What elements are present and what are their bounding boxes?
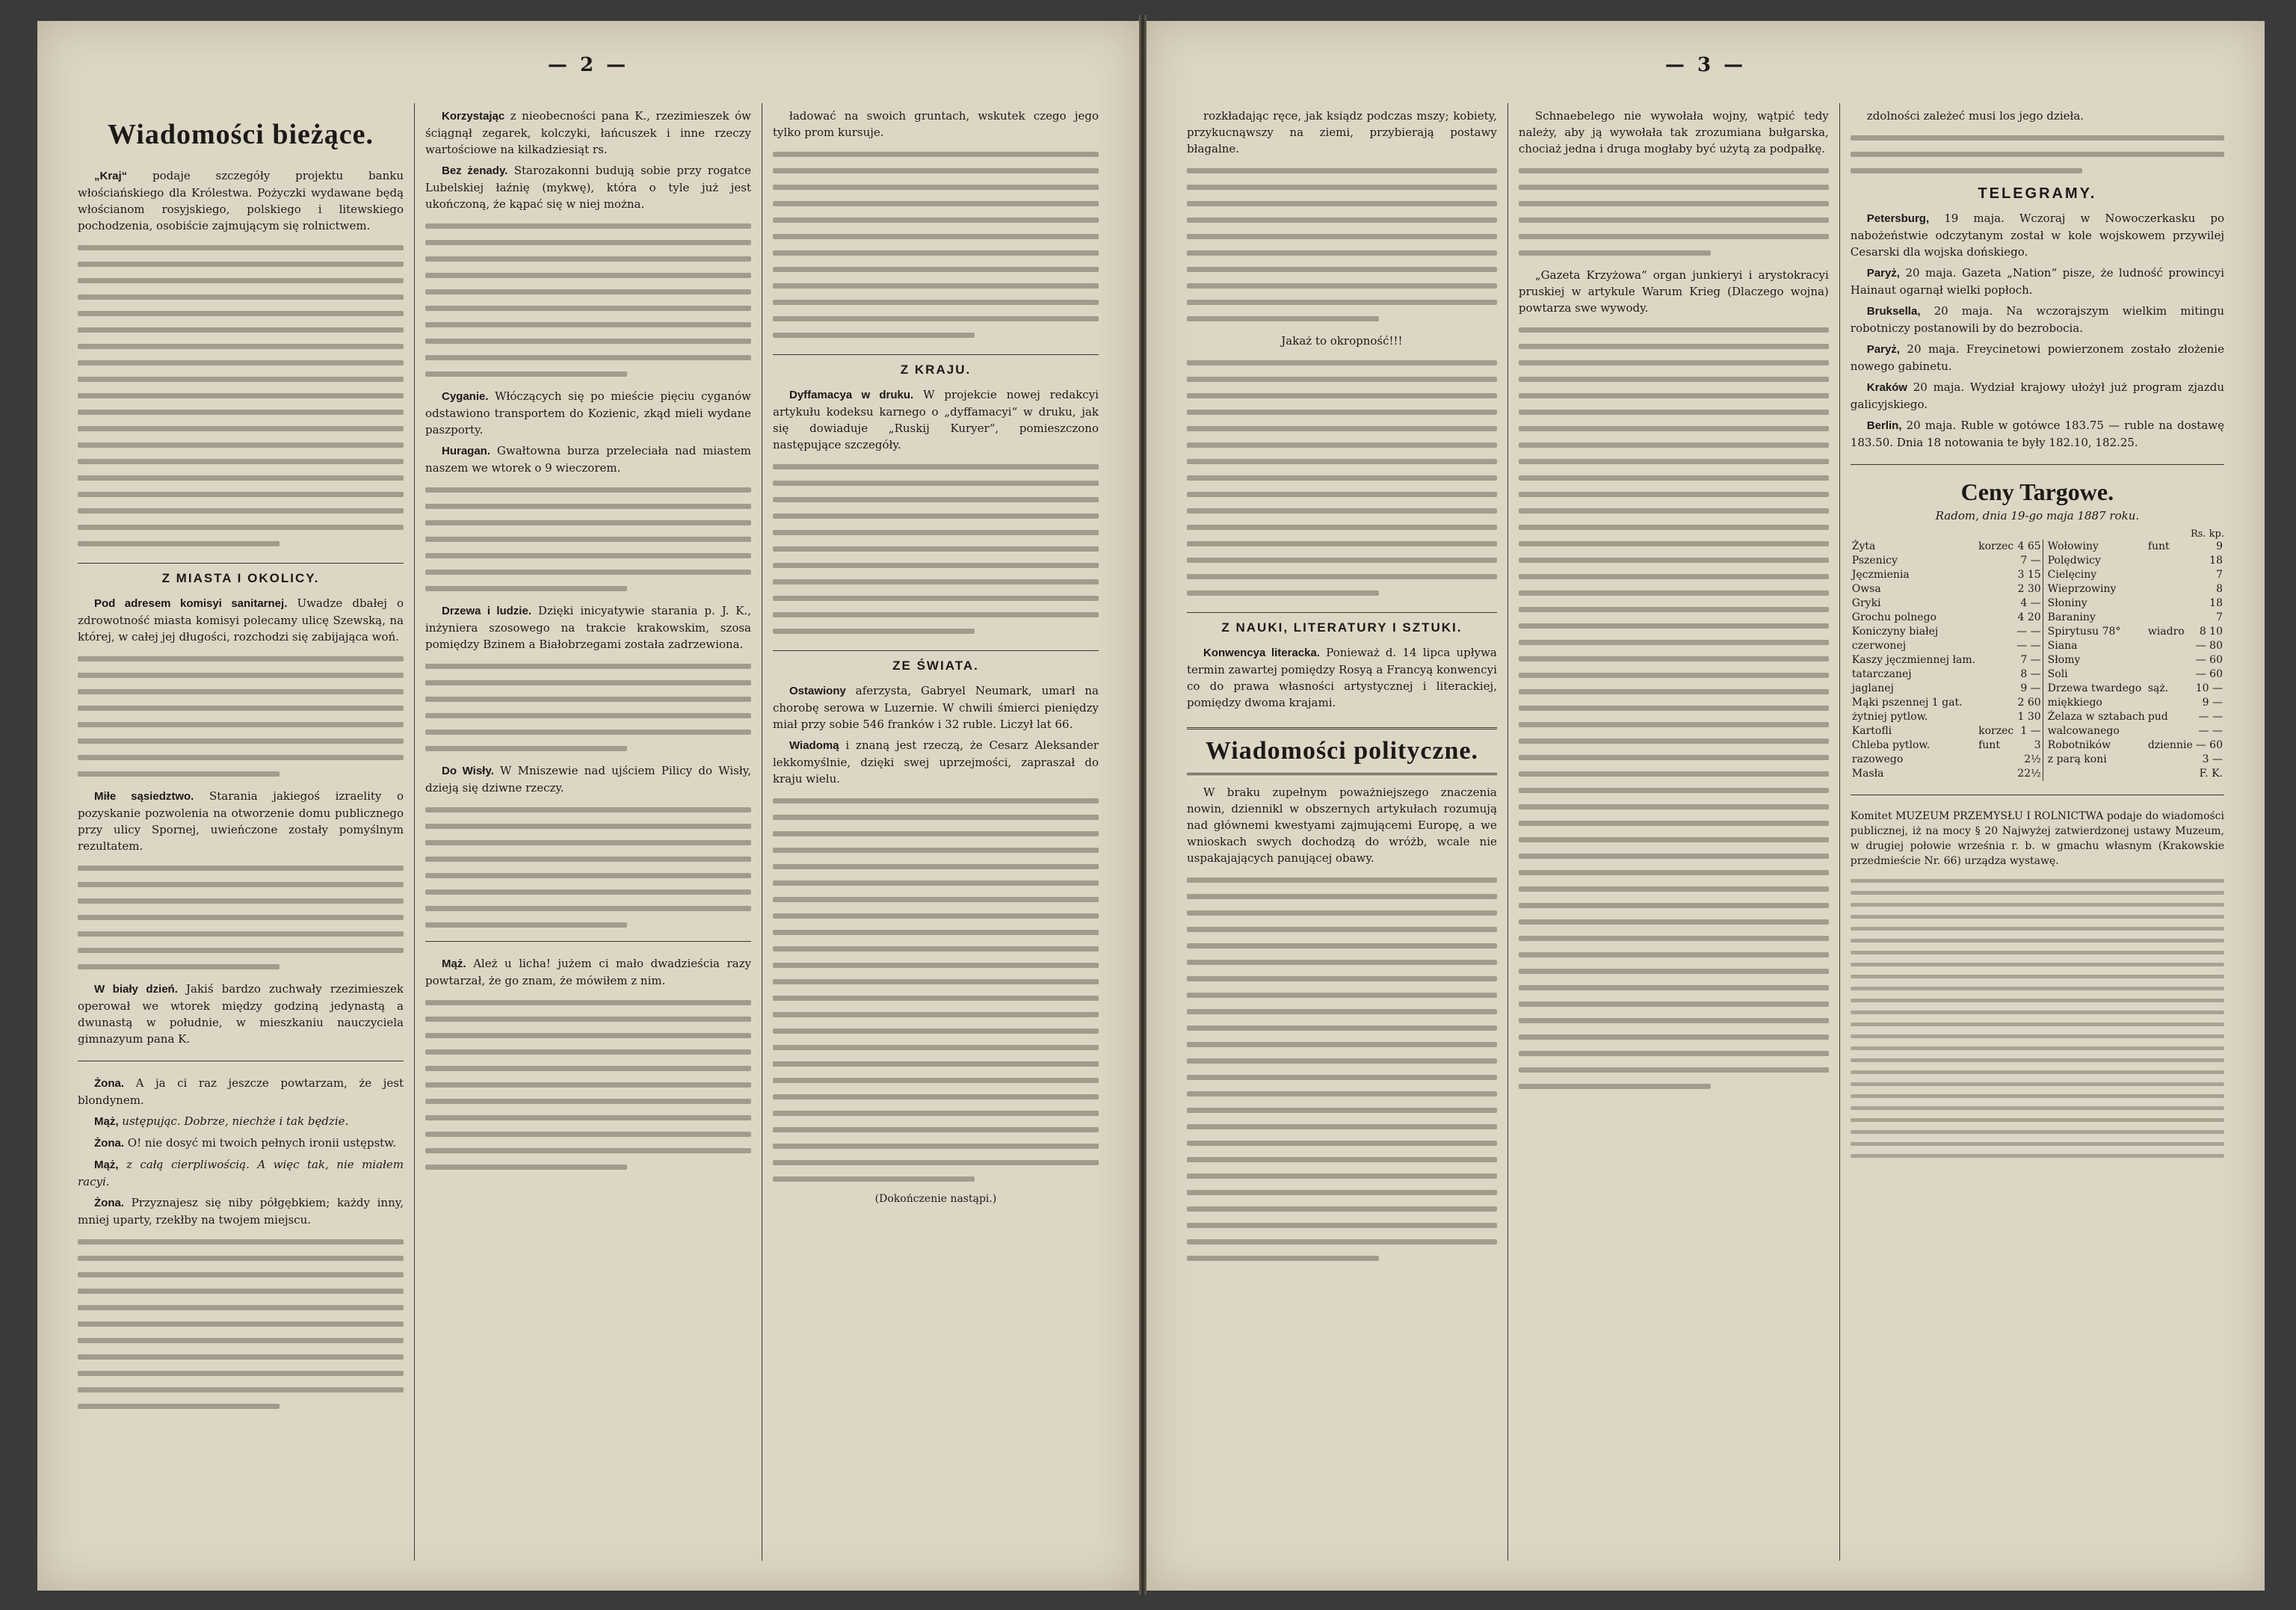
- dialogue-text: A ja ci raz jeszcze powtarzam, że jest blondynem.: [78, 1076, 404, 1107]
- article-text: Jakiś bardzo zuchwały rzezimieszek operował we wtorek między godziną jedynastą a dwunastą w południe, w mieszkaniu nauczyciela gimnazyum pana K.: [78, 982, 404, 1046]
- price-item-name: tatarczanej: [1851, 668, 1912, 680]
- price-unit: [1977, 682, 2015, 696]
- illegible-text-block: [78, 245, 404, 546]
- price-item-name: Mąki pszennej 1 gat.: [1851, 697, 1963, 709]
- price-unit: [2147, 596, 2194, 611]
- telegram-item: [1851, 303, 2224, 336]
- illegible-text-block: [78, 656, 404, 777]
- market-prices-date: Radom, dnia 19-go maja 1887 roku.: [1935, 509, 2140, 522]
- article-paragraph: zdolności zależeć musi los jego dzieła.: [1866, 109, 2084, 123]
- price-unit: [2147, 767, 2194, 781]
- dialogue-text: z całą cierpliwością. A więc tak, nie miałem racyi.: [78, 1158, 404, 1188]
- price-item-name: czerwonej: [1851, 640, 1907, 652]
- price-item-name: żytniej pytlow.: [1851, 711, 1928, 723]
- price-unit: funt: [1978, 739, 2000, 751]
- dialogue-text: O! nie dosyć mi twoich pełnych ironii ustępstw.: [127, 1136, 397, 1150]
- article-text: W projekcie nowej redakcyi artykułu kodeksu karnego o „dyffamacyi“ w druku, jak się dowiaduje „Ruskij Kuryer“, pomieszczono następujące szczegóły.: [773, 388, 1099, 451]
- article-paragraph: rozkładając ręce, jak ksiądz podczas mszy; kobiety, przykucnąwszy na ziemi, przybierają postawy błagalne.: [1187, 109, 1497, 155]
- price-row: [1851, 710, 2224, 724]
- telegram-item: [1851, 341, 2224, 374]
- price-unit: pud: [2147, 711, 2168, 723]
- right-columns: [1176, 103, 2235, 1561]
- telegram-item: [1851, 210, 2224, 260]
- telegrams-heading: TELEGRAMY.: [1978, 185, 2097, 202]
- price-unit: [1977, 639, 2015, 653]
- page-number-left: — 2 —: [547, 54, 629, 76]
- price-item-name: walcowanego: [2043, 724, 2147, 738]
- price-unit: [1977, 696, 2015, 710]
- price-unit: [1977, 710, 2015, 724]
- section-headline-political-news: Wiadomości polityczne.: [1187, 727, 1497, 775]
- section-heading-science: Z NAUKI, LITERATURY I SZTUKI.: [1187, 612, 1497, 635]
- price-unit: [1977, 554, 2015, 568]
- article-paragraph: [78, 595, 404, 645]
- price-item-name: razowego: [1851, 753, 1904, 765]
- price-unit: [1977, 625, 2015, 639]
- page-number-right: — 3 —: [1664, 54, 1747, 76]
- price-item-name: Koniczyny białej: [1851, 626, 1939, 638]
- dialogue-text: Ależ u licha! jużem ci mało dwadzieścia razy powtarzał, że go znam, że mówiłem z nim.: [425, 957, 751, 987]
- price-unit: [1977, 568, 2015, 582]
- telegram-item: [1851, 417, 2224, 451]
- illegible-text-block: [1187, 168, 1497, 321]
- article-lead: Miłe sąsiedztwo.: [94, 790, 194, 803]
- price-unit: [1977, 753, 2015, 767]
- price-value: 22½: [2017, 768, 2041, 780]
- dialogue-speaker: Żona.: [94, 1077, 124, 1090]
- article-lead: Dyffamacya w druku.: [789, 389, 914, 401]
- price-unit: [2147, 582, 2194, 596]
- price-value: — —: [2016, 626, 2041, 638]
- price-row: [1851, 767, 2224, 781]
- article-text: aferzysta, Gabryel Neumark, umarł na chorobę serowa w Luzernie. W chwili śmierci pieniędzy miał przy sobie 546 franków i 32 ruble. Liczył lat 66.: [773, 684, 1099, 731]
- article-text: Gwałtowna burza przeleciała nad miastem naszem we wtorek o 9 wieczorem.: [425, 444, 751, 475]
- article-paragraph: [425, 108, 751, 158]
- price-item-name: Wieprzowiny: [2043, 582, 2147, 596]
- price-value: — —: [2198, 725, 2223, 737]
- article-lead: Konwencya literacka.: [1203, 647, 1320, 659]
- price-item-name: [2043, 767, 2147, 781]
- price-row: [1851, 625, 2224, 639]
- illegible-text-block: [78, 866, 404, 969]
- price-row: [1851, 696, 2224, 710]
- telegram-text: 20 maja. Gazeta „Nation“ pisze, że ludność prowincyi Hainaut ogarnął wielki popłoch.: [1850, 266, 2224, 297]
- illegible-text-block: [78, 1239, 404, 1409]
- article-text: Starozakonni budują sobie przy rogatce Lubelskiej łaźnię (mykwę), która o tyle już jest ukończoną, że kąpać się w niej można.: [425, 164, 751, 211]
- price-unit: [2147, 611, 2194, 625]
- price-unit: [2147, 696, 2194, 710]
- price-item-name: Żelaza w sztabach: [2043, 710, 2147, 724]
- price-unit: [1977, 653, 2015, 667]
- price-item-name: Kartofli: [1851, 725, 1892, 737]
- article-text: Dzięki inicyatywie starania p. J. K., inżyniera szosowego na trakcie krakowskim, szosa pomiędzy Bzinem a Białobrzegami została zadrzewiona.: [425, 604, 751, 651]
- price-value: F. K.: [2199, 768, 2223, 780]
- column-divider: [1851, 464, 2224, 465]
- illegible-text-block: [1851, 135, 2224, 173]
- article-paragraph: [425, 762, 751, 796]
- price-value: 1 30: [2017, 711, 2041, 723]
- article-paragraph: ładować na swoich gruntach, wskutek czego jego tylko prom kursuje.: [773, 109, 1099, 139]
- price-item-name: Wołowiny: [2043, 540, 2147, 554]
- price-value: — 60: [2195, 668, 2223, 680]
- article-text: Starania jakiegoś izraelity o pozyskanie pozwolenia na otworzenie domu publicznego przy ulicy Spornej, uwieńczone zostały pomyślnym rezultatem.: [78, 789, 404, 853]
- telegram-text: 20 maja. Freycinetowi powierzonem zostało złożenie nowego gabinetu.: [1850, 342, 2224, 373]
- article-paragraph: [425, 442, 751, 476]
- feuilleton-dialogue: [78, 1075, 404, 1409]
- article-lead: Wiadomą: [789, 739, 839, 752]
- price-unit: [1977, 582, 2015, 596]
- price-item-name: Chleba pytlow.: [1851, 739, 1931, 751]
- article-lead: Do Wisły.: [442, 765, 494, 777]
- illegible-text-block: [425, 664, 751, 751]
- article-paragraph: [78, 788, 404, 854]
- telegram-text: 20 maja. Wydział krajowy ułożył już program zjazdu galicyjskiego.: [1850, 380, 2224, 411]
- telegram-place: Paryż,: [1866, 343, 1900, 356]
- section-heading-world: ZE ŚWIATA.: [773, 650, 1099, 673]
- dialogue-line: [78, 1135, 404, 1152]
- illegible-text-block: [425, 223, 751, 377]
- dialogue-line: [78, 1113, 404, 1130]
- price-value: 9 —: [2020, 682, 2041, 694]
- price-item-name: Masła: [1851, 768, 1884, 780]
- market-prices-title: Ceny Targowe.: [1960, 478, 2114, 505]
- article-paragraph: [773, 737, 1099, 787]
- price-value: 3: [2034, 739, 2041, 751]
- price-value: 2 30: [2017, 583, 2041, 595]
- article-text: Ponieważ d. 14 lipca upływa termin zawartej pomiędzy Rosyą a Francyą konwencyi co do prawa własności artystycznej i literackiej, pomiędzy dwoma krajami.: [1187, 646, 1497, 709]
- price-unit: [2147, 667, 2194, 682]
- price-item-name: z parą koni: [2043, 753, 2147, 767]
- price-value: 9: [2216, 540, 2223, 552]
- telegram-place: Bruksella,: [1866, 305, 1921, 318]
- price-value: 3 15: [2017, 569, 2041, 581]
- price-value: 10 —: [2195, 682, 2223, 694]
- dialogue-speaker: Żona.: [94, 1137, 124, 1150]
- dialogue-speaker: Mąż,: [94, 1159, 119, 1171]
- article-paragraph: [1187, 644, 1497, 711]
- article-text: Uwadze dbałej o zdrowotność miasta komisyi polecamy ulicę Szewską, na której, w całej jej długości, rozchodzi się zabijająca woń.: [78, 596, 404, 644]
- illegible-text-block: [1851, 879, 2224, 1158]
- museum-announcement: Komitet MUZEUM PRZEMYSŁU I ROLNICTWA podaje do wiadomości publicznej, iż na mocy § 20 Najwyżej zatwierdzonej ustawy Muzeum, w drugiej połowie września r. b. w gmachu własnym (Krakowskie przedmieście Nr. 66) urządza wystawę.: [1850, 810, 2224, 867]
- price-unit: [1977, 767, 2015, 781]
- article-lead: Cyganie.: [442, 390, 489, 403]
- price-value: 8 —: [2020, 668, 2041, 680]
- price-value: 1 —: [2020, 725, 2041, 737]
- price-value: 7 —: [2020, 555, 2041, 567]
- price-row: [1851, 667, 2224, 682]
- price-unit: [1977, 667, 2015, 682]
- price-value: — 60: [2195, 654, 2223, 666]
- article-paragraph: [425, 388, 751, 438]
- price-item-name: Robotników: [2043, 738, 2147, 753]
- price-row: [1851, 724, 2224, 738]
- article-text: z nieobecności pana K., rzezimieszek ów ściągnął zegarek, kolczyki, łańcuszek i inne rzeczy wartościowe na kilkadziesiąt rs.: [425, 109, 751, 156]
- column-divider: [425, 941, 751, 942]
- price-item-name: Słoniny: [2043, 596, 2147, 611]
- price-row: [1851, 582, 2224, 596]
- price-unit: [2147, 653, 2194, 667]
- dialogue-speaker: Mąż.: [442, 957, 466, 970]
- telegram-place: Petersburg,: [1866, 212, 1930, 225]
- price-unit: [2147, 568, 2194, 582]
- dialogue-speaker: Mąż,: [94, 1115, 119, 1128]
- illegible-text-block: [773, 464, 1099, 634]
- article-lead: „Kraj“: [94, 170, 128, 182]
- price-row: [1851, 753, 2224, 767]
- spine-gutter: [1139, 15, 1147, 1595]
- illegible-text-block: [773, 152, 1099, 338]
- left-page: [37, 21, 1139, 1591]
- price-row: [1851, 568, 2224, 582]
- price-item-name: Cielęciny: [2043, 568, 2147, 582]
- price-value: — —: [2198, 711, 2223, 723]
- left-column-2: [415, 103, 762, 1561]
- price-unit: [1977, 596, 2015, 611]
- price-item-name: jaglanej: [1851, 682, 1894, 694]
- article-lead: Pod adresem komisyi sanitarnej.: [94, 597, 288, 610]
- article-paragraph: [425, 162, 751, 212]
- price-item-name: Jęczmienia: [1851, 569, 1910, 581]
- price-item-name: Grochu polnego: [1851, 611, 1937, 623]
- right-column-2: [1508, 103, 1840, 1561]
- price-item-name: Soli: [2043, 667, 2147, 682]
- telegram-text: 20 maja. Na wczorajszym wielkim mitingu robotniczy postanowili by do bezrobocia.: [1850, 304, 2224, 335]
- article-text: W Mniszewie nad ujściem Pilicy do Wisły, dzieją się dziwne rzeczy.: [425, 764, 751, 795]
- dialogue-speaker: Żona.: [94, 1197, 124, 1209]
- price-item-name: Słomy: [2043, 653, 2147, 667]
- left-columns: [67, 103, 1109, 1561]
- price-item-name: Baraniny: [2043, 611, 2147, 625]
- price-unit: [2147, 554, 2194, 568]
- telegram-place: Paryż,: [1866, 267, 1900, 280]
- price-item-name: Spirytusu 78°: [2043, 625, 2147, 639]
- price-value: 18: [2209, 597, 2223, 609]
- exclamation: Jakaż to okropność!!!: [1281, 334, 1403, 348]
- article-lead: Bez żenady.: [442, 164, 508, 177]
- article-lead: W biały dzień.: [94, 983, 178, 996]
- price-item-name: Drzewa twardego: [2043, 682, 2147, 696]
- illegible-text-block: [425, 1000, 751, 1170]
- price-row: [1851, 554, 2224, 568]
- illegible-text-block: [1519, 327, 1829, 1089]
- illegible-text-block: [425, 807, 751, 928]
- price-value: 8: [2216, 583, 2223, 595]
- dialogue-line: [78, 1194, 404, 1228]
- price-row: [1851, 653, 2224, 667]
- price-value: 18: [2209, 555, 2223, 567]
- dialogue-line: [78, 1075, 404, 1108]
- price-unit: funt: [2147, 540, 2170, 552]
- price-row: [1851, 540, 2224, 554]
- article-paragraph: [425, 602, 751, 653]
- price-item-name: miękkiego: [2043, 696, 2147, 710]
- unit-label: Rs. kp.: [2190, 528, 2224, 540]
- price-item-name: Kaszy jęczmiennej łam.: [1851, 654, 1976, 666]
- price-unit: [2147, 753, 2194, 767]
- price-value: 4 20: [2017, 611, 2041, 623]
- right-column-3: [1840, 103, 2235, 1561]
- price-item-name: Owsa: [1851, 583, 1881, 595]
- article-lead: Ostawiony: [789, 685, 846, 697]
- continued-note: (Dokończenie nastąpi.): [874, 1193, 997, 1205]
- article-paragraph: W braku zupełnym poważniejszego znaczenia nowin, dziennikl w obszernych artykułach rozumują nad głównemi kwestyami zajmującemi Europę, a we wnioskach swych dochodzą do wróżb, wcale nie uspakajających panującej obawy.: [1187, 786, 1497, 865]
- price-item-name: Pszenicy: [1851, 555, 1898, 567]
- illegible-text-block: [1519, 168, 1829, 256]
- price-value: 9 —: [2202, 697, 2223, 709]
- price-unit: dziennie: [2147, 739, 2193, 751]
- section-headline-current-news: Wiadomości bieżące.: [107, 119, 374, 150]
- article-text: i znaną jest rzeczą, że Cesarz Aleksander lekkomyślnie, dzięki swej uprzejmości, zapraszał do kraju wielu.: [773, 738, 1099, 786]
- price-row: [1851, 682, 2224, 696]
- article-paragraph: Schnaebelego nie wywołała wojny, wątpić tedy należy, aby ją wywołała tak zrozumiana bułgarska, chociaż jedna i druga mogłaby być użytą za podpałkę.: [1518, 109, 1829, 155]
- price-row: [1851, 738, 2224, 753]
- price-value: 8 10: [2199, 626, 2223, 638]
- price-item-name: Gryki: [1851, 597, 1881, 609]
- section-heading-city: Z MIASTA I OKOLICY.: [78, 563, 404, 586]
- article-paragraph: [773, 386, 1099, 453]
- price-unit: korzec: [1978, 540, 2014, 552]
- right-column-1: [1176, 103, 1508, 1561]
- price-row: [1851, 596, 2224, 611]
- price-value: 4 —: [2020, 597, 2041, 609]
- price-unit: [2147, 724, 2194, 738]
- article-lead: Drzewa i ludzie.: [442, 605, 531, 617]
- price-unit: korzec: [1978, 725, 2014, 737]
- price-value: 3 —: [2202, 753, 2223, 765]
- article-text: podaje szczegóły projektu banku włościańskiego dla Królestwa. Pożyczki wydawane będą włościanom rosyjskiego, polskiego i litewskiego pochodzenia, osobiście zajmującym się rolnictwem.: [78, 169, 404, 232]
- article-paragraph: „Gazeta Krzyżowa“ organ junkieryi i arystokracyi pruskiej w artykule Warum Krieg (Dlaczego wojna) powtarza swe wywody.: [1518, 268, 1829, 315]
- dialogue-text: ustępując. Dobrze, niechże i tak będzie.: [122, 1114, 349, 1128]
- price-value: 7: [2216, 611, 2223, 623]
- price-item-name: Siana: [2043, 639, 2147, 653]
- article-paragraph: [773, 682, 1099, 732]
- telegram-text: 20 maja. Ruble w gotówce 183.75 — ruble na dostawę 183.50. Dnia 18 notowania te były 182.10, 182.25.: [1850, 419, 2224, 449]
- illegible-text-block: [1187, 878, 1497, 1261]
- price-value: 7 —: [2020, 654, 2041, 666]
- article-paragraph: [78, 981, 404, 1047]
- price-unit: sąż.: [2147, 682, 2169, 694]
- left-column-3: [762, 103, 1109, 1561]
- price-value: 7: [2216, 569, 2223, 581]
- dialogue-line: [425, 955, 751, 989]
- price-unit: [2147, 639, 2194, 653]
- price-value: 4 65: [2017, 540, 2041, 552]
- illegible-text-block: [425, 487, 751, 591]
- article-lead: Huragan.: [442, 445, 491, 457]
- dialogue-text: Przyznajesz się niby półgębkiem; każdy inny, mniej uparty, rzekłby na twojem miejscu.: [78, 1196, 404, 1227]
- market-prices-table: [1851, 540, 2224, 781]
- price-row: [1851, 639, 2224, 653]
- illegible-text-block: [1187, 360, 1497, 596]
- section-heading-country: Z KRAJU.: [773, 354, 1099, 377]
- price-value: 2½: [2024, 753, 2041, 765]
- price-unit: [1977, 611, 2015, 625]
- price-value: — 60: [2195, 739, 2223, 751]
- price-item-name: Żyta: [1851, 540, 1876, 552]
- telegram-text: 19 maja. Wczoraj w Nowoczerkasku po nabożeństwie odczytanym został w kole wojskowem przywilej Cesarski dla wojska dońskiego.: [1850, 212, 2224, 259]
- telegram-place: Berlin,: [1866, 419, 1902, 432]
- price-item-name: Polędwicy: [2043, 554, 2147, 568]
- price-unit: wiadro: [2147, 626, 2185, 638]
- illegible-text-block: [773, 798, 1099, 1182]
- price-value: 2 60: [2017, 697, 2041, 709]
- right-page: [1147, 21, 2265, 1591]
- article-text: Włóczących się po mieście pięciu cyganów odstawiono transportem do Kozienic, zkąd mieli wydane paszporty.: [425, 389, 751, 437]
- article-paragraph: [78, 167, 404, 234]
- telegram-item: [1851, 379, 2224, 413]
- price-value: — —: [2016, 640, 2041, 652]
- article-lead: Korzystając: [442, 110, 505, 123]
- price-row: [1851, 611, 2224, 625]
- dialogue-line: [78, 1156, 404, 1190]
- telegram-item: [1851, 265, 2224, 298]
- price-value: — 80: [2195, 640, 2223, 652]
- telegram-place: Kraków: [1866, 381, 1907, 394]
- left-column-1: [67, 103, 415, 1561]
